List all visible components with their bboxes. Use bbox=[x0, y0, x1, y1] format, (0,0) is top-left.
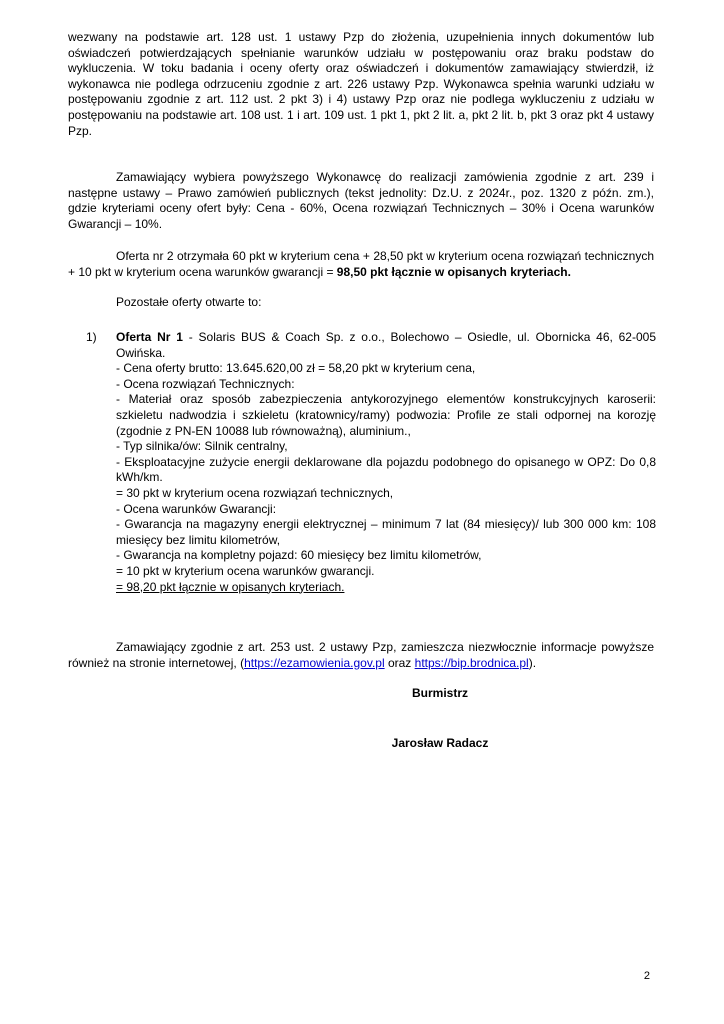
paragraph-publication bbox=[68, 640, 654, 671]
signature-role: Burmistrz bbox=[411, 686, 468, 700]
link-ezamowienia[interactable]: https://ezamowienia.gov.pl bbox=[244, 655, 385, 670]
offer-1 bbox=[116, 330, 656, 595]
offer-2-score-total: 98,50 pkt łącznie w opisanych kryteriach. bbox=[336, 264, 571, 279]
paragraph-offer-2-score bbox=[68, 249, 654, 280]
offer-1-line: - Ocena warunków Gwarancji: bbox=[116, 501, 277, 516]
paragraph-selection: Zamawiający wybiera powyższego Wykonawcę do realizacji zamówienia zgodnie z art. 239 i następne ustawy – Prawo zamówień publicznych (tekst jednolity: Dz.U. z 2024r., poz. 1320 z późn. zm.), gdzie kryteriami oceny ofert były: Cena - 60%, Ocena rozwiązań Technicznych – 30% i Ocena warunków Gwarancji – 10%. bbox=[68, 170, 654, 231]
offer-1-line: = 10 pkt w kryterium ocena warunków gwarancji. bbox=[116, 563, 375, 578]
publication-connector: oraz bbox=[384, 655, 415, 670]
offer-1-line: - Typ silnika/ów: Silnik centralny, bbox=[116, 439, 288, 454]
offer-1-line: - Eksploatacyjne zużycie energii deklarowane dla pojazdu podobnego do opisanego w OPZ: Do 0,8 kWh/km. bbox=[116, 454, 656, 485]
signature-name: Jarosław Radacz bbox=[391, 736, 489, 750]
offer-1-line: - Ocena rozwiązań Technicznych: bbox=[116, 376, 295, 391]
publication-end: ). bbox=[528, 655, 537, 670]
link-bip-brodnica[interactable]: https://bip.brodnica.pl bbox=[414, 655, 529, 670]
publication-text: Zamawiający zgodnie z art. 253 ust. 2 ustawy Pzp, zamieszcza niezwłocznie informacje powyższe również na stronie internetowej, ( bbox=[68, 640, 654, 670]
offer-list-number: 1) bbox=[86, 330, 97, 344]
offer-1-total-text: = 98,20 pkt łącznie w opisanych kryteriach. bbox=[116, 579, 345, 594]
offer-1-total bbox=[116, 580, 656, 596]
offer-1-line: - Gwarancja na magazyny energii elektrycznej – minimum 7 lat (84 miesięcy)/ lub 300 000 km: 108 miesięcy bez limitu kilometrów, bbox=[116, 517, 656, 547]
paragraph-qualification: wezwany na podstawie art. 128 ust. 1 ustawy Pzp do złożenia, uzupełnienia innych dokumentów lub oświadczeń potwierdzających spełnianie warunków udziału w postępowaniu oraz braku podstaw do wykluczenia. W toku badania i oceny oferty oraz oświadczeń i dokumentów zamawiający stwierdził, iż wykonawca nie podlega odrzuceniu zgodnie z art. 226 ustawy Pzp. Wykonawca spełnia warunki udziału w postępowaniu zgodnie z art. 112 ust. 2 pkt 3) i 4) ustawy Pzp oraz nie podlega wykluczeniu z udziału w postępowaniu na podstawie art. 108 ust. 1 i art. 109 ust. 1 pkt 1, pkt 2 lit. a, pkt 2 lit. b, pkt 3 oraz pkt 4 ustawy Pzp. bbox=[68, 30, 654, 138]
paragraph-other-offers: Pozostałe oferty otwarte to: bbox=[116, 295, 262, 309]
offer-1-header bbox=[116, 330, 656, 361]
offer-1-line: - Cena oferty brutto: 13.645.620,00 zł = 58,20 pkt w kryterium cena, bbox=[116, 361, 476, 376]
page-number: 2 bbox=[643, 970, 650, 982]
offer-1-title: Oferta Nr 1 bbox=[116, 330, 183, 344]
offer-1-vendor: - Solaris BUS & Coach Sp. z o.o., Bolechowo – Osiedle, ul. Obornicka 46, 62-005 Owińska. bbox=[116, 330, 656, 360]
offer-2-score-text: Oferta nr 2 otrzymała 60 pkt w kryterium cena + 28,50 pkt w kryterium ocena rozwiązań technicznych + 10 pkt w kryterium ocena warunków gwarancji = bbox=[68, 249, 654, 279]
offer-1-line: - Gwarancja na kompletny pojazd: 60 miesięcy bez limitu kilometrów, bbox=[116, 548, 482, 563]
offer-1-line: - Materiał oraz sposób zabezpieczenia antykorozyjnego elementów konstrukcyjnych karoserii: szkieletu nadwodzia i szkieletu (kratownicy/ramy) podwozia: Profile ze stali odpornej na korozję (zgodnie z PN-EN 10088 lub równoważną), aluminium., bbox=[116, 392, 656, 438]
offer-1-line: = 30 pkt w kryterium ocena rozwiązań technicznych, bbox=[116, 485, 394, 500]
